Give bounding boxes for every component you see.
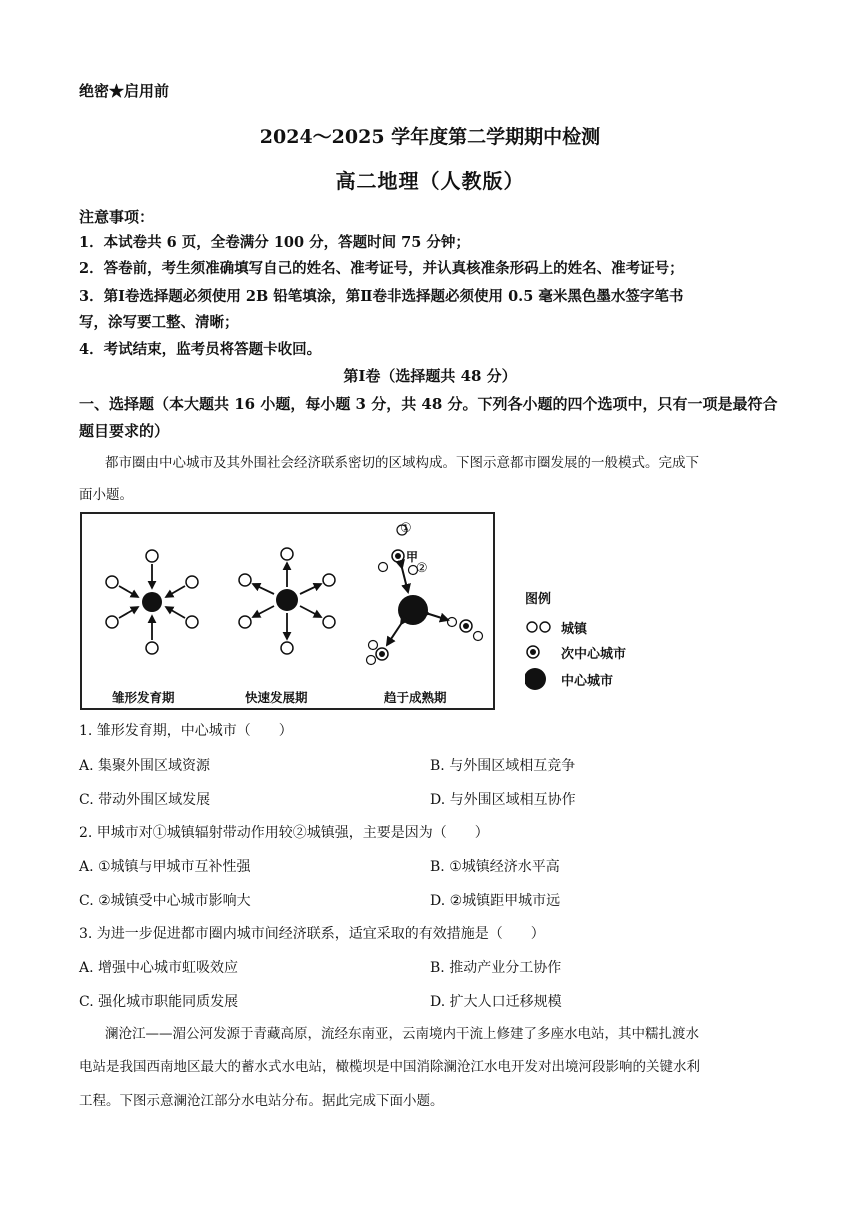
town-node (186, 576, 198, 588)
town-node (106, 616, 118, 628)
center-city-node (398, 595, 428, 625)
q3-option-a: A. 增强中心城市虹吸效应 (79, 960, 239, 976)
label-jia: 甲 (406, 550, 419, 564)
q1-option-b: B. 与外围区域相互竞争 (430, 758, 576, 774)
town-node (146, 642, 158, 654)
metro-area-diagram (80, 512, 495, 710)
stage-label-1: 雏形发育期 (112, 690, 175, 705)
town-node (281, 548, 293, 560)
q3-option-d: D. 扩大人口迁移规模 (430, 994, 562, 1010)
stage3-diagram (367, 525, 483, 665)
town-node (369, 641, 378, 650)
notice-item-3-cont: 写，涂写要工整、清晰； (79, 314, 239, 331)
town-node (323, 616, 335, 628)
legend-title: 图例 (525, 592, 552, 607)
confidential-mark: 绝密★启用前 (79, 82, 170, 100)
notice-item-1: 1．本试卷共 6 页，全卷满分 100 分，答题时间 75 分钟； (79, 234, 470, 251)
stage1-diagram (106, 550, 198, 654)
town-node (323, 574, 335, 586)
town-icon (525, 620, 555, 634)
question-1-stem: 1. 雏形发育期，中心城市（ ） (79, 723, 293, 739)
stage-label-3: 趋于成熟期 (384, 690, 447, 705)
notice-item-4: 4．考试结束，监考员将答题卡收回。 (79, 341, 322, 358)
notice-item-2: 2．答卷前，考生须准确填写自己的姓名、准考证号，并认真核准条形码上的姓名、准考证号； (79, 260, 684, 277)
q2-option-d: D. ②城镇距甲城市远 (430, 893, 561, 909)
sub-center-city-icon (525, 644, 555, 660)
notice-heading: 注意事项： (79, 208, 155, 226)
question-2-stem: 2. 甲城市对①城镇辐射带动作用较②城镇强，主要是因为（ ） (79, 825, 489, 841)
passage1-line2: 面小题。 (79, 487, 133, 503)
legend-item-town: 城镇 (525, 615, 626, 639)
question-3-stem: 3. 为进一步促进都市圈内城市间经济联系，适宜采取的有效措施是（ ） (79, 926, 545, 942)
town-node (281, 642, 293, 654)
passage1-line1: 都市圈由中心城市及其外围社会经济联系密切的区域构成。下图示意都市圈发展的一般模式。完成下 (105, 455, 699, 471)
town-node (239, 574, 251, 586)
passage2-line2: 电站是我国西南地区最大的蓄水式水电站，橄榄坝是中国消除澜沧江水电开发对出境河段影响的关键水利 (79, 1059, 700, 1075)
passage2-line3: 工程。下图示意澜沧江部分水电站分布。据此完成下面小题。 (79, 1093, 444, 1109)
legend-item-center: 中心城市 (525, 665, 626, 693)
town-node (379, 563, 388, 572)
q2-option-b: B. ①城镇经济水平高 (430, 859, 560, 875)
stage-label-2: 快速发展期 (245, 690, 308, 705)
legend-item-sub-center: 次中心城市 (525, 639, 626, 665)
town-node (239, 616, 251, 628)
label-town-1: ① (400, 521, 412, 536)
passage2-line1: 澜沧江——湄公河发源于青藏高原，流经东南亚，云南境内干流上修建了多座水电站，其中糯扎渡水 (105, 1026, 699, 1042)
label-town-2: ② (416, 561, 428, 576)
center-city-icon (525, 667, 555, 691)
q3-option-b: B. 推动产业分工协作 (430, 960, 562, 976)
section-title: 第Ⅰ卷（选择题共 48 分） (343, 367, 517, 385)
town-node (106, 576, 118, 588)
notice-item-3: 3．第Ⅰ卷选择题必须使用 2B 铅笔填涂，第Ⅱ卷非选择题必须使用 0.5 毫米黑色墨水签字笔书 (79, 288, 684, 305)
q2-option-c: C. ②城镇受中心城市影响大 (79, 893, 251, 909)
stage2-diagram (239, 548, 335, 654)
town-node (448, 618, 457, 627)
center-city-node (276, 589, 298, 611)
diagram-svg (82, 514, 493, 708)
town-node (146, 550, 158, 562)
part-instructions: 一、选择题（本大题共 16 小题，每小题 3 分，共 48 分。下列各小题的四个选项中，只有一项是最符合题目要求的） (79, 395, 778, 440)
exam-subtitle: 高二地理（人教版） (335, 169, 525, 193)
diagram-legend (525, 588, 626, 693)
q1-option-d: D. 与外围区域相互协作 (430, 792, 576, 808)
town-node (367, 656, 376, 665)
center-city-node (142, 592, 162, 612)
town-node (474, 632, 483, 641)
q3-option-c: C. 强化城市职能同质发展 (79, 994, 239, 1010)
q2-option-a: A. ①城镇与甲城市互补性强 (79, 859, 251, 875)
exam-title: 2024～2025 学年度第二学期期中检测 (259, 126, 601, 148)
q1-option-a: A. 集聚外围区域资源 (79, 758, 211, 774)
town-node (186, 616, 198, 628)
q1-option-c: C. 带动外围区域发展 (79, 792, 211, 808)
